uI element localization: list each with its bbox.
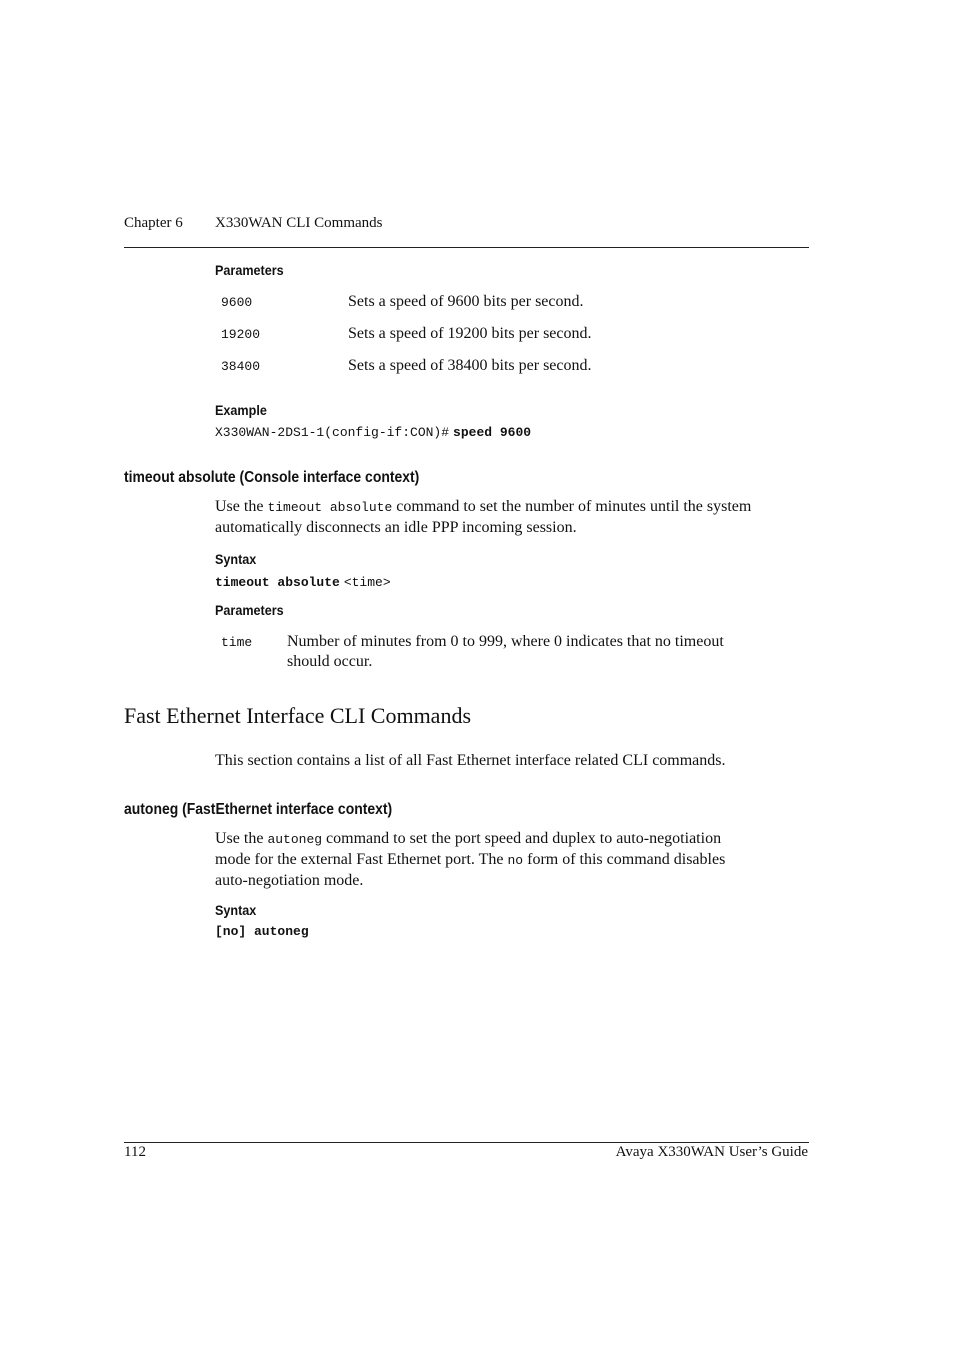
timeout-heading: timeout absolute (Console interface context) [124,469,420,486]
param-description: Number of minutes from 0 to 999, where 0 indicates that no timeout should occur. [287,633,724,670]
autoneg-heading: autoneg (FastEthernet interface context) [124,801,393,818]
timeout-intro [215,497,815,538]
section-intro: This section contains a list of all Fast Ethernet interface related CLI commands. [215,752,726,769]
timeout-intro-line2: automatically disconnects an idle PPP incoming session. [215,519,577,536]
inline-code: autoneg [267,832,323,847]
autoneg-intro-line1: Use the autoneg command to set the port speed and duplex to auto-negotiation [215,830,722,847]
example-code [215,423,531,441]
autoneg-intro-line2: mode for the external Fast Ethernet port. The no form of this command disables [215,851,726,868]
page-number: 112 [124,1144,146,1160]
param-name: 38400 [221,359,261,374]
autoneg-intro [215,829,815,891]
section-title: Fast Ethernet Interface CLI Commands [124,703,472,728]
param-name: time [221,635,253,650]
example-prompt: X330WAN-2DS1-1(config-if:CON)# [215,425,450,440]
inline-code: no [507,853,524,868]
footer-rule [124,1142,809,1143]
parameters-label: Parameters [215,602,284,618]
parameters-label: Parameters [215,262,284,278]
param-description: Sets a speed of 9600 bits per second. [348,293,584,310]
param-description: Sets a speed of 19200 bits per second. [348,325,592,342]
syntax-command: timeout absolute [215,575,340,590]
param-description: Sets a speed of 38400 bits per second. [348,357,592,374]
header-chapter: Chapter 6 [124,215,183,231]
inline-code: timeout absolute [267,500,393,515]
syntax-label: Syntax [215,902,257,918]
autoneg-intro-line3: auto-negotiation mode. [215,872,364,889]
example-label: Example [215,402,267,418]
syntax-code [215,573,391,591]
timeout-intro-line1: Use the timeout absolute command to set the number of minutes until the system [215,498,752,515]
header-rule [124,247,809,248]
guide-title: Avaya X330WAN User’s Guide [615,1144,808,1160]
syntax-argument: <time> [343,575,391,590]
header-title: X330WAN CLI Commands [215,215,383,231]
example-command: speed 9600 [453,425,532,440]
param-name: 9600 [221,295,253,310]
syntax-command: [no] autoneg [215,924,309,939]
param-name: 19200 [221,327,261,342]
syntax-label: Syntax [215,551,257,567]
